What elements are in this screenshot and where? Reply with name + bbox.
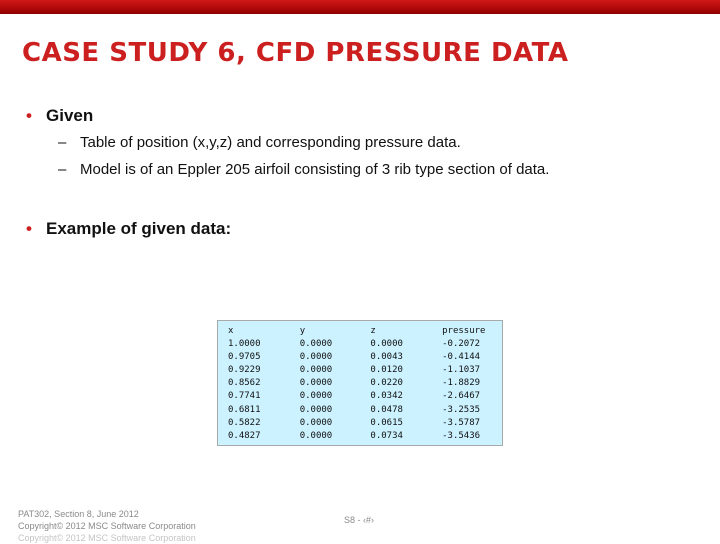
table-row (228, 351, 502, 364)
table-cell: 0.4827 (228, 430, 261, 441)
table-row (228, 364, 502, 377)
table-row (228, 390, 502, 403)
subbullet-text: Table of position (x,y,z) and corresponding pressure data. (80, 134, 461, 151)
table-cell: -3.2535 (442, 404, 481, 415)
table-cell: -0.2072 (442, 339, 481, 350)
table-row (228, 430, 502, 443)
bullet-text: Example of given data: (46, 219, 232, 238)
bullet-example (26, 219, 231, 239)
footer-copyright: Copyright© 2012 MSC Software Corporation (18, 521, 196, 531)
table-cell: 0.0000 (299, 365, 333, 376)
bullet-given (26, 106, 93, 126)
pressure-data-table (217, 320, 503, 446)
table-cell: 0.0734 (370, 430, 403, 441)
pressure-table (228, 325, 502, 443)
column-header-z: z (370, 326, 376, 336)
page-number: S8 - ‹#› (344, 515, 375, 525)
table-cell: 0.0000 (299, 352, 333, 363)
table-cell: 0.0000 (299, 404, 333, 415)
footer-course: PAT302, Section 8, June 2012 (18, 509, 139, 519)
column-header-x: x (228, 326, 234, 336)
bullet-marker: • (26, 219, 32, 238)
table-cell: 0.8562 (228, 378, 261, 389)
bullet-marker: • (26, 106, 32, 125)
table-row (228, 417, 502, 430)
table-cell: 0.9705 (228, 352, 261, 363)
table-header-row (228, 325, 502, 338)
bullet-text: Given (46, 106, 94, 125)
table-cell: 0.0000 (299, 339, 333, 350)
table-cell: 0.5822 (228, 417, 261, 428)
table-cell: 0.0000 (299, 417, 333, 428)
table-cell: -1.1037 (442, 365, 481, 376)
table-cell: 0.7741 (228, 391, 261, 402)
table-row (228, 377, 502, 390)
table-cell: 0.0220 (370, 378, 403, 389)
table-cell: 0.0000 (299, 391, 333, 402)
table-cell: -1.8829 (442, 378, 481, 389)
table-cell: 0.9229 (228, 365, 261, 376)
table-cell: 1.0000 (228, 339, 261, 350)
subbullet-table (58, 134, 461, 151)
table-row (228, 338, 502, 351)
table-cell: -3.5787 (442, 417, 481, 428)
subbullet-marker: – (58, 161, 67, 178)
subbullet-marker: – (58, 134, 67, 151)
table-cell: 0.6811 (228, 404, 261, 415)
top-accent-bar (0, 0, 720, 14)
table-cell: -2.6467 (442, 391, 481, 402)
slide-title: CASE STUDY 6, CFD PRESSURE DATA (22, 38, 569, 68)
table-cell: 0.0120 (370, 365, 403, 376)
footer-copyright-faded: Copyright© 2012 MSC Software Corporation (18, 533, 196, 543)
table-cell: 0.0000 (299, 378, 333, 389)
subbullet-text: Model is of an Eppler 205 airfoil consisting of 3 rib type section of data. (80, 161, 550, 178)
table-cell: 0.0000 (370, 339, 403, 350)
table-cell: 0.0478 (370, 404, 403, 415)
table-cell: -3.5436 (442, 430, 481, 441)
column-header-y: y (299, 326, 306, 336)
subbullet-model (58, 161, 549, 178)
column-header-pressure: pressure (442, 326, 486, 336)
table-cell: 0.0000 (299, 430, 333, 441)
table-cell: -0.4144 (442, 352, 481, 363)
table-cell: 0.0615 (370, 417, 403, 428)
table-cell: 0.0043 (370, 352, 403, 363)
table-row (228, 404, 502, 417)
table-cell: 0.0342 (370, 391, 403, 402)
footer-info (18, 508, 196, 544)
